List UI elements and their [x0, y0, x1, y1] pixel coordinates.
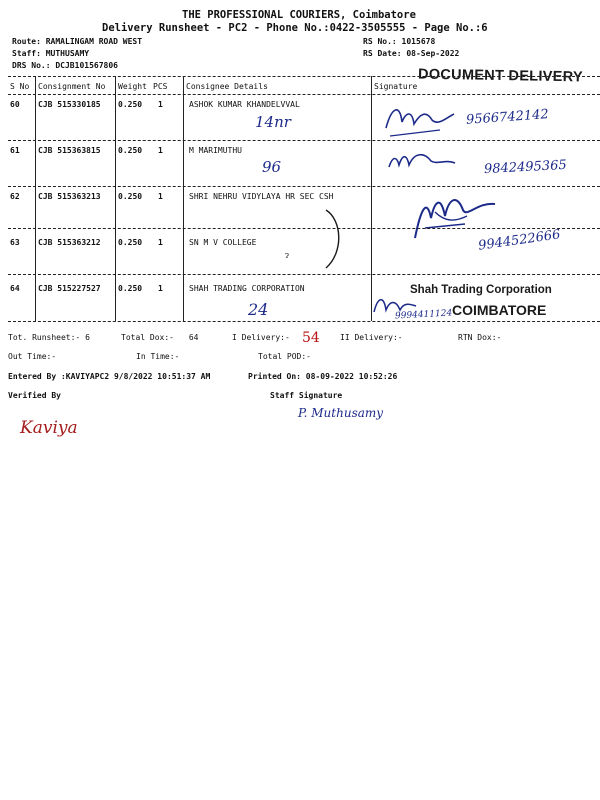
rs-no-line: [363, 37, 435, 46]
runsheet-subtitle: Delivery Runsheet - PC2 - Phone No.:0422-3505555 - Page No.:6: [102, 22, 488, 34]
phone-handwritten: 9994411124: [394, 308, 453, 322]
rs-no-value: 1015678: [401, 37, 436, 46]
row-weight: 0.250: [118, 192, 143, 201]
staff-value: MUTHUSAMY: [45, 49, 90, 58]
company-title: THE PROFESSIONAL COURIERS, Coimbatore: [182, 9, 416, 21]
row-pcs: 1: [158, 146, 163, 155]
row-consignee: SN M V COLLEGE: [189, 238, 257, 247]
row-pcs: 1: [158, 238, 163, 247]
row-pcs: 1: [158, 192, 163, 201]
col-divider: [35, 76, 36, 321]
row-rule: [8, 321, 600, 322]
out-time-label: Out Time:-: [8, 352, 57, 361]
row-sno: 63: [10, 238, 20, 247]
row-consignee: M MARIMUTHU: [189, 146, 242, 155]
handwritten-note: 14nr: [255, 113, 291, 131]
row-pcs: 1: [158, 100, 163, 109]
total-runsheet: [8, 333, 90, 342]
printed-on: Printed On: 08-09-2022 10:52:26: [248, 372, 398, 381]
handwritten-note: 24: [248, 300, 269, 319]
col-header-signature: Signature: [374, 82, 418, 91]
rtn-dox-label: RTN Dox:-: [458, 333, 502, 342]
row-sno: 61: [10, 146, 20, 155]
total-dox-label: Total Dox:-: [121, 333, 174, 342]
row-sno: 60: [10, 100, 20, 109]
total-runsheet-label: Tot. Runsheet:-: [8, 333, 81, 342]
header-bottom-rule: [8, 94, 600, 95]
row-weight: 0.250: [118, 100, 143, 109]
col-header-weight: Weight: [118, 82, 147, 91]
row-consignment: CJB 515363815: [38, 146, 101, 155]
row-rule: [8, 140, 600, 141]
signature-scribble: [380, 100, 460, 140]
row-weight: 0.250: [118, 238, 143, 247]
shah-stamp-line2: COIMBATORE: [452, 302, 547, 318]
col-header-pcs: PCS: [153, 82, 168, 91]
entered-by: Entered By :KAVIYAPC2 9/8/2022 10:51:37 AM: [8, 372, 211, 381]
route-value: RAMALINGAM ROAD WEST: [45, 37, 143, 46]
row-sno: 62: [10, 192, 20, 201]
rs-no-label: RS No.:: [363, 37, 397, 46]
verified-by-signature: Kaviya: [20, 418, 78, 438]
col-header-consignment: Consignment No: [38, 82, 106, 91]
total-runsheet-value: 6: [85, 333, 90, 342]
row-consignment: CJB 515330185: [38, 100, 101, 109]
row-rule: [8, 228, 600, 229]
row-consignee: SHAH TRADING CORPORATION: [189, 284, 305, 293]
drs-line: [12, 61, 118, 70]
verified-by-label: Verified By: [8, 391, 61, 400]
i-delivery-label: I Delivery:-: [232, 333, 290, 342]
row-consignee: SHRI NEHRU VIDYLAYA HR SEC CSH: [189, 192, 334, 201]
rs-date-line: [363, 49, 459, 58]
ii-delivery-label: II Delivery:-: [340, 333, 403, 342]
row-consignment: CJB 515363213: [38, 192, 101, 201]
route-label: Route:: [12, 37, 41, 46]
i-delivery-handwritten: 54: [302, 330, 320, 346]
total-pod-label: Total POD:-: [258, 352, 311, 361]
row-consignee: ASHOK KUMAR KHANDELVVAL: [189, 100, 300, 109]
total-dox: [121, 333, 198, 342]
staff-signature-label: Staff Signature: [270, 391, 343, 400]
document-delivery-stamp: DOCUMENT DELIVERY: [417, 66, 584, 86]
header-top-rule: [8, 76, 600, 77]
phone-handwritten: 9842495365: [483, 157, 568, 178]
col-divider: [183, 76, 184, 321]
row-rule: [8, 186, 600, 187]
col-header-consignee: Consignee Details: [186, 82, 268, 91]
small-mark: ɂ: [285, 250, 289, 261]
route-line: [12, 37, 142, 46]
staff-label: Staff:: [12, 49, 41, 58]
rs-date-label: RS Date:: [363, 49, 402, 58]
col-divider: [115, 76, 116, 321]
row-consignment: CJB 515363212: [38, 238, 101, 247]
bracket-mark: [320, 206, 350, 272]
shah-stamp-line1: Shah Trading Corporation: [410, 284, 552, 296]
row-sno: 64: [10, 284, 20, 293]
row-weight: 0.250: [118, 146, 143, 155]
handwritten-note: 96: [262, 158, 282, 176]
row-consignment: CJB 515227527: [38, 284, 101, 293]
row-rule: [8, 274, 600, 275]
phone-handwritten: 9566742142: [465, 107, 550, 128]
col-divider: [371, 76, 372, 321]
staff-signature-handwritten: P. Muthusamy: [298, 406, 384, 420]
total-dox-value: 64: [188, 333, 199, 342]
phone-handwritten: 9944522666: [477, 227, 562, 254]
staff-line: [12, 49, 89, 58]
row-weight: 0.250: [118, 284, 143, 293]
col-header-sno: S No: [10, 82, 30, 91]
signature-scribble: [385, 145, 465, 180]
row-pcs: 1: [158, 284, 163, 293]
drs-label: DRS No.:: [12, 61, 51, 70]
in-time-label: In Time:-: [136, 352, 180, 361]
drs-value: DCJB101567806: [55, 61, 118, 70]
rs-date-value: 08-Sep-2022: [406, 49, 460, 58]
